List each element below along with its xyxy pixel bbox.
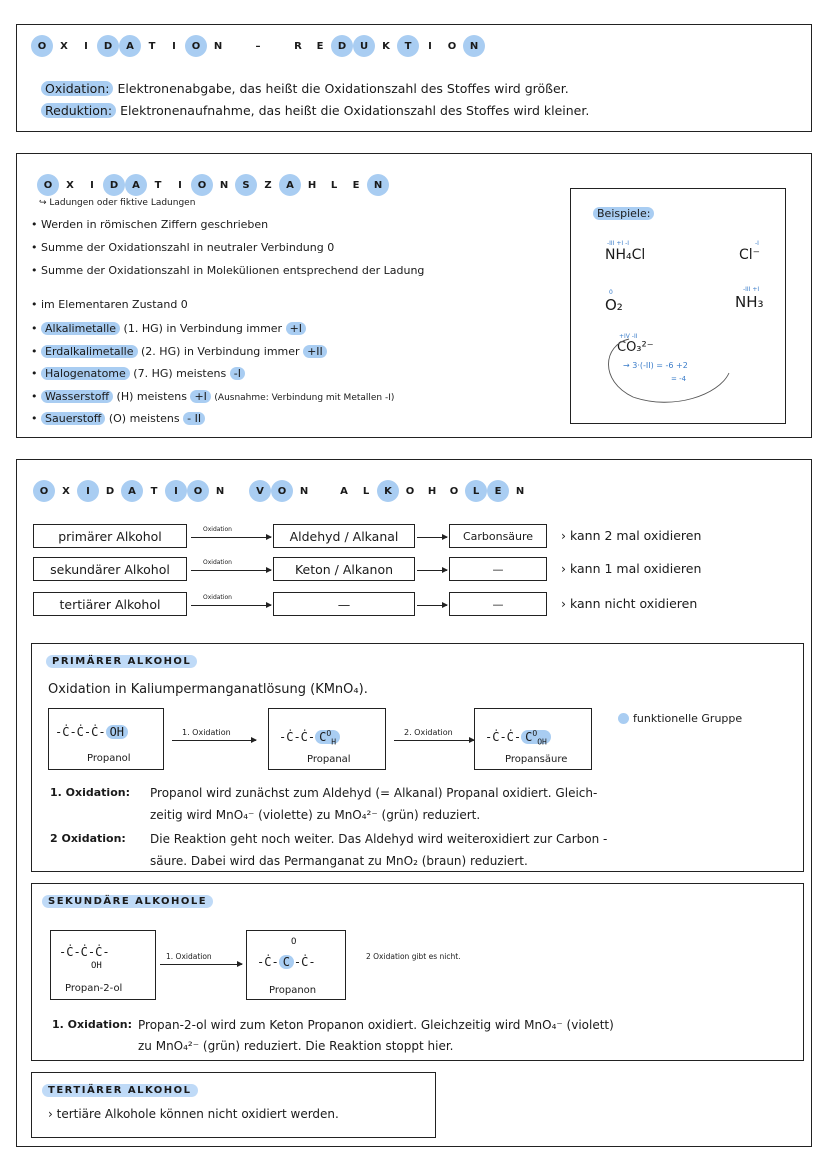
alkali-mid: (1. HG) in Verbindung immer <box>123 322 283 335</box>
rule-halogenatome: • Halogenatome (7. HG) meistens -I <box>31 367 245 380</box>
title-letter: K <box>377 480 399 502</box>
rule-molekuelionen: • Summe der Oxidationszahl in Molekülionen entsprechend der Ladung <box>31 264 425 277</box>
row-note: › kann 1 mal oxidieren <box>561 561 702 576</box>
title-letter: I <box>84 40 88 52</box>
primaer-title <box>46 656 197 667</box>
title-letter: N <box>215 485 225 497</box>
product-2-box: — <box>449 557 547 581</box>
primaer-alkohol-box <box>31 643 804 872</box>
title-letter: R <box>294 40 302 52</box>
title-letter: U <box>353 35 375 57</box>
rule-alkalimetalle: • Alkalimetalle (1. HG) in Verbindung immer +I <box>31 322 306 335</box>
formula-cl: Cl⁻ <box>739 247 761 263</box>
sek-note: 2 Oxidation gibt es nicht. <box>366 952 461 961</box>
row-arrow-1 <box>191 537 271 538</box>
title-letter: O <box>271 480 293 502</box>
title-letter: E <box>487 480 509 502</box>
mol-propanon-box <box>246 930 346 1000</box>
row-arrow-2 <box>417 605 447 606</box>
title-letter: X <box>66 179 74 191</box>
product-1-box: Keton / Alkanon <box>273 557 415 581</box>
title-oxidationszahlen <box>37 174 389 196</box>
propanol-name: Propanol <box>87 753 131 764</box>
beispiele-box <box>570 188 786 424</box>
mol-propanal-box <box>268 708 386 770</box>
ox-co3: +IV -II <box>619 333 638 340</box>
title-letter: T <box>397 35 419 57</box>
oxidation-definition: Elektronenabgabe, das heißt die Oxidationszahl des Stoffes wird größer. <box>117 81 569 96</box>
title-letter: A <box>121 480 143 502</box>
title-letter: L <box>465 480 487 502</box>
title-oxidation-reduktion <box>31 35 485 57</box>
halogen-label: Halogenatome <box>41 367 130 380</box>
arrow2 <box>394 740 474 741</box>
row-note: › kann 2 mal oxidieren <box>561 528 702 543</box>
title-letter: O <box>37 174 59 196</box>
title-letter: I <box>172 40 176 52</box>
erdalkali-label: Erdalkalimetalle <box>41 345 138 358</box>
title-letter: L <box>362 485 370 497</box>
sek-ox1-line1: Propan-2-ol wird zum Keton Propanon oxidiert. Gleichzeitig wird MnO₄⁻ (violett) <box>138 1018 614 1032</box>
mol-propanol-box <box>48 708 164 770</box>
propan-2-ol-name: Propan-2-ol <box>65 983 123 994</box>
primaer-ox1-line1: Propanol wird zunächst zum Aldehyd (= Alkanal) Propanal oxidiert. Gleich- <box>150 786 598 800</box>
title-letter: N <box>299 485 309 497</box>
propanon-name: Propanon <box>269 985 317 996</box>
row-note: › kann nicht oxidieren <box>561 596 698 611</box>
reduktion-line <box>41 103 589 118</box>
ox-o2: 0 <box>609 289 613 296</box>
product-2-box: Carbonsäure <box>449 524 547 548</box>
product-1-box: Aldehyd / Alkanal <box>273 524 415 548</box>
title-letter: I <box>165 480 187 502</box>
title-letter: D <box>105 485 115 497</box>
primaer-ox2-label: 2 Oxidation: <box>50 832 126 845</box>
propanal-cho-group: $C^O_H$ <box>315 730 340 744</box>
primaer-ox1-line2: zeitig wird MnO₄⁻ (violette) zu MnO₄²⁻ (grün) reduziert. <box>150 808 481 822</box>
title-letter: I <box>77 480 99 502</box>
title-letter: O <box>447 40 457 52</box>
title-letter: N <box>367 174 389 196</box>
co3-calculation: → 3·(-II) = -6 +2 <box>623 361 688 370</box>
propanon-o: O <box>291 937 297 947</box>
wasserstoff-value: +I <box>190 390 210 403</box>
title-letter: X <box>60 40 68 52</box>
alkali-label: Alkalimetalle <box>41 322 120 335</box>
title-letter: Z <box>264 179 272 191</box>
arrow1-label: 1. Oxidation <box>182 728 231 737</box>
title-letter: T <box>150 485 158 497</box>
title-letter: A <box>119 35 141 57</box>
sauerstoff-label: Sauerstoff <box>41 412 105 425</box>
title-letter: – <box>255 40 261 52</box>
primaer-ox2-line2: säure. Dabei wird das Permanganat zu MnO₂ (braun) reduziert. <box>150 854 528 868</box>
rule-neutral: • Summe der Oxidationszahl in neutraler Verbindung 0 <box>31 241 335 254</box>
alcohol-type-box: sekundärer Alkohol <box>33 557 187 581</box>
co3-calculation-result: = -4 <box>671 375 687 383</box>
formula-nh3: NH₃ <box>735 293 764 311</box>
alkali-value: +I <box>286 322 306 335</box>
title-letter: O <box>191 174 213 196</box>
title-letter: O <box>449 485 459 497</box>
section-oxidation-reduktion <box>16 24 812 132</box>
halogen-value: -I <box>230 367 245 380</box>
formula-o2: O₂ <box>605 296 623 314</box>
title-letter: S <box>235 174 257 196</box>
tertiaer-title-text: TERTIÄRER ALKOHOL <box>42 1084 198 1097</box>
propan-2-ol-structure: -Ċ-Ċ-Ċ- <box>59 945 110 959</box>
title-letter: A <box>125 174 147 196</box>
row-arrow-1 <box>191 605 271 606</box>
alcohol-type-box: primärer Alkohol <box>33 524 187 548</box>
title-letter: T <box>148 40 156 52</box>
rule-elementar: • im Elementaren Zustand 0 <box>31 298 188 311</box>
erdalkali-value: +II <box>303 345 327 358</box>
section-oxidationszahlen <box>16 153 812 438</box>
propanol-oh-group: OH <box>106 725 128 739</box>
sekundaer-title <box>42 896 213 907</box>
formula-nh4cl: NH₄Cl <box>605 247 646 263</box>
wasserstoff-mid: (H) meistens <box>116 390 187 403</box>
halogen-mid: (7. HG) meistens <box>133 367 227 380</box>
sek-ox1-line2: zu MnO₄²⁻ (grün) reduziert. Die Reaktion stoppt hier. <box>138 1039 454 1053</box>
tertiaer-title <box>42 1085 198 1096</box>
primaer-ox1-label: 1. Oxidation: <box>50 786 130 799</box>
reduktion-term: Reduktion: <box>41 103 116 118</box>
propanon-structure: -Ċ- C -Ċ- <box>257 955 316 969</box>
title-letter: E <box>352 179 360 191</box>
propanal-structure: -Ċ-Ċ- $C^O_H$ <box>279 729 340 746</box>
row-arrow-label: Oxidation <box>203 559 232 566</box>
title-letter: A <box>279 174 301 196</box>
tertiaer-text: › tertiäre Alkohole können nicht oxidiert werden. <box>48 1107 339 1121</box>
propanon-co-group: C <box>279 955 294 969</box>
row-arrow-1 <box>191 570 271 571</box>
propansaeure-cooh-group: $C^O_{OH}$ <box>521 730 551 744</box>
title-letter: O <box>187 480 209 502</box>
title-letter: O <box>31 35 53 57</box>
sekundaer-alkohol-box <box>31 883 804 1061</box>
ox-nh4cl: -III +I -I <box>607 240 630 247</box>
product-1-box: — <box>273 592 415 616</box>
beispiele-title-text: Beispiele: <box>593 207 654 220</box>
erdalkali-mid: (2. HG) in Verbindung immer <box>141 345 300 358</box>
title-letter: I <box>428 40 432 52</box>
primaer-intro: Oxidation in Kaliumpermanganatlösung (KMnO₄). <box>48 682 368 697</box>
alcohol-type-box: tertiärer Alkohol <box>33 592 187 616</box>
title-letter: N <box>219 179 229 191</box>
title-letter: O <box>185 35 207 57</box>
legend-dot <box>618 713 629 724</box>
sek-arrow-label: 1. Oxidation <box>166 952 212 961</box>
tertiaer-alkohol-box <box>31 1072 436 1138</box>
wasserstoff-label: Wasserstoff <box>41 390 113 403</box>
row-arrow-2 <box>417 570 447 571</box>
title-letter: D <box>97 35 119 57</box>
ladungen-note: ↪ Ladungen oder fiktive Ladungen <box>39 198 196 208</box>
title-letter: N <box>213 40 223 52</box>
propansaeure-structure: -Ċ-Ċ- $C^O_{OH}$ <box>485 729 551 746</box>
title-letter: E <box>316 40 324 52</box>
wasserstoff-note: (Ausnahme: Verbindung mit Metallen -I) <box>214 393 395 403</box>
row-arrow-2 <box>417 537 447 538</box>
title-letter: H <box>427 485 437 497</box>
sauerstoff-mid: (O) meistens <box>108 412 180 425</box>
legend-funktionelle-gruppe <box>618 712 742 725</box>
reduktion-definition: Elektronenaufnahme, das heißt die Oxidationszahl des Stoffes wird kleiner. <box>120 103 590 118</box>
ox-cl: -I <box>755 240 759 247</box>
rule-sauerstoff: • Sauerstoff (O) meistens - II <box>31 412 205 425</box>
title-letter: I <box>90 179 94 191</box>
arrow2-label: 2. Oxidation <box>404 728 453 737</box>
propansaeure-name: Propansäure <box>505 754 568 765</box>
title-letter: O <box>33 480 55 502</box>
beispiele-title <box>593 207 654 220</box>
mol-propansaeure-box <box>474 708 592 770</box>
title-letter: I <box>178 179 182 191</box>
title-letter: D <box>103 174 125 196</box>
title-letter: A <box>340 485 348 497</box>
mol-propan-2-ol-box <box>50 930 156 1000</box>
legend-text: funktionelle Gruppe <box>633 712 743 725</box>
title-letter: T <box>154 179 162 191</box>
title-letter: V <box>249 480 271 502</box>
sauerstoff-value: - II <box>183 412 205 425</box>
title-letter: N <box>515 485 525 497</box>
title-letter: K <box>382 40 390 52</box>
propanol-structure: -Ċ-Ċ-Ċ- OH <box>55 725 128 739</box>
title-letter: L <box>330 179 338 191</box>
ox-nh3: -III +I <box>743 286 760 293</box>
co3-loop-arrow <box>593 331 743 409</box>
title-letter: H <box>307 179 317 191</box>
section-oxidation-von-alkoholen <box>16 459 812 1147</box>
propan-2-ol-oh: OH <box>91 961 102 971</box>
propanal-name: Propanal <box>307 754 351 765</box>
row-arrow-label: Oxidation <box>203 594 232 601</box>
oxidation-term: Oxidation: <box>41 81 113 96</box>
title-letter: O <box>405 485 415 497</box>
product-2-box: — <box>449 592 547 616</box>
rule-erdalkalimetalle: • Erdalkalimetalle (2. HG) in Verbindung immer +II <box>31 345 327 358</box>
arrow1 <box>172 740 256 741</box>
primaer-title-text: PRIMÄRER ALKOHOL <box>46 655 197 668</box>
title-letter: X <box>62 485 70 497</box>
primaer-ox2-line1: Die Reaktion geht noch weiter. Das Aldehyd wird weiteroxidiert zur Carbon - <box>150 832 608 846</box>
rule-wasserstoff: • Wasserstoff (H) meistens +I (Ausnahme: Verbindung mit Metallen -I) <box>31 390 395 403</box>
row-arrow-label: Oxidation <box>203 526 232 533</box>
oxidation-line <box>41 81 569 96</box>
formula-co3: CO₃²⁻ <box>617 340 654 355</box>
sek-arrow <box>160 964 242 965</box>
sekundaer-title-text: SEKUNDÄRE ALKOHOLE <box>42 895 213 908</box>
rule-roemisch: • Werden in römischen Ziffern geschrieben <box>31 218 269 231</box>
title-oxidation-von-alkoholen <box>33 480 531 502</box>
title-letter: D <box>331 35 353 57</box>
sek-ox1-label: 1. Oxidation: <box>52 1018 132 1031</box>
title-letter: N <box>463 35 485 57</box>
